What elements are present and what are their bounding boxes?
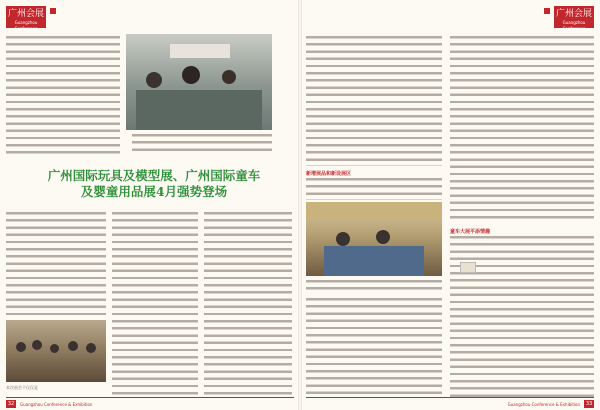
photo-caption: 本次展会不仅仅是 <box>6 385 38 390</box>
article-column-1b <box>306 178 442 200</box>
article-column-1 <box>6 212 106 316</box>
article-column-intro <box>6 36 120 156</box>
article-column-2 <box>112 212 198 398</box>
header-marker-icon <box>50 8 56 14</box>
flag-icon <box>460 262 476 273</box>
article-column-3 <box>306 298 442 398</box>
footer-text: Guangzhou Conference & Exhibition <box>507 402 580 407</box>
photo-caption-text-top <box>132 134 272 152</box>
footer-rule <box>6 397 294 398</box>
magazine-logo <box>554 6 594 31</box>
subhead-stroller-exhibition: 童车大展平添情趣 <box>450 229 491 235</box>
magazine-logo <box>6 6 46 31</box>
exhibition-photo-visitors <box>126 34 272 130</box>
article-headline: 广州国际玩具及模型展、广州国际童车及婴童用品展4月强势登场 <box>47 168 261 199</box>
footer-rule <box>306 397 594 398</box>
article-column-1 <box>306 36 442 166</box>
article-column-3 <box>204 212 292 398</box>
article-column-2 <box>450 36 594 222</box>
right-page <box>300 0 600 410</box>
logo-subtitle: Guangzhou Conference <box>14 20 38 31</box>
article-column-4 <box>450 236 594 398</box>
exhibition-photo-crowd <box>6 320 106 382</box>
subhead-new-exhibits: 新增展品和新设展区 <box>306 171 352 177</box>
header-marker-icon <box>544 8 550 14</box>
spine-gutter <box>298 0 302 410</box>
logo-subtitle: Guangzhou Conference <box>562 20 586 31</box>
booth-photo-caption <box>306 280 442 294</box>
page-number: 32 <box>7 401 15 407</box>
logo-text: 广州会展 <box>555 9 592 19</box>
logo-text: 广州会展 <box>7 9 44 19</box>
exhibition-photo-booth <box>306 202 442 276</box>
page-number: 33 <box>585 401 593 407</box>
footer-text: Guangzhou Conference & Exhibition <box>20 402 93 407</box>
